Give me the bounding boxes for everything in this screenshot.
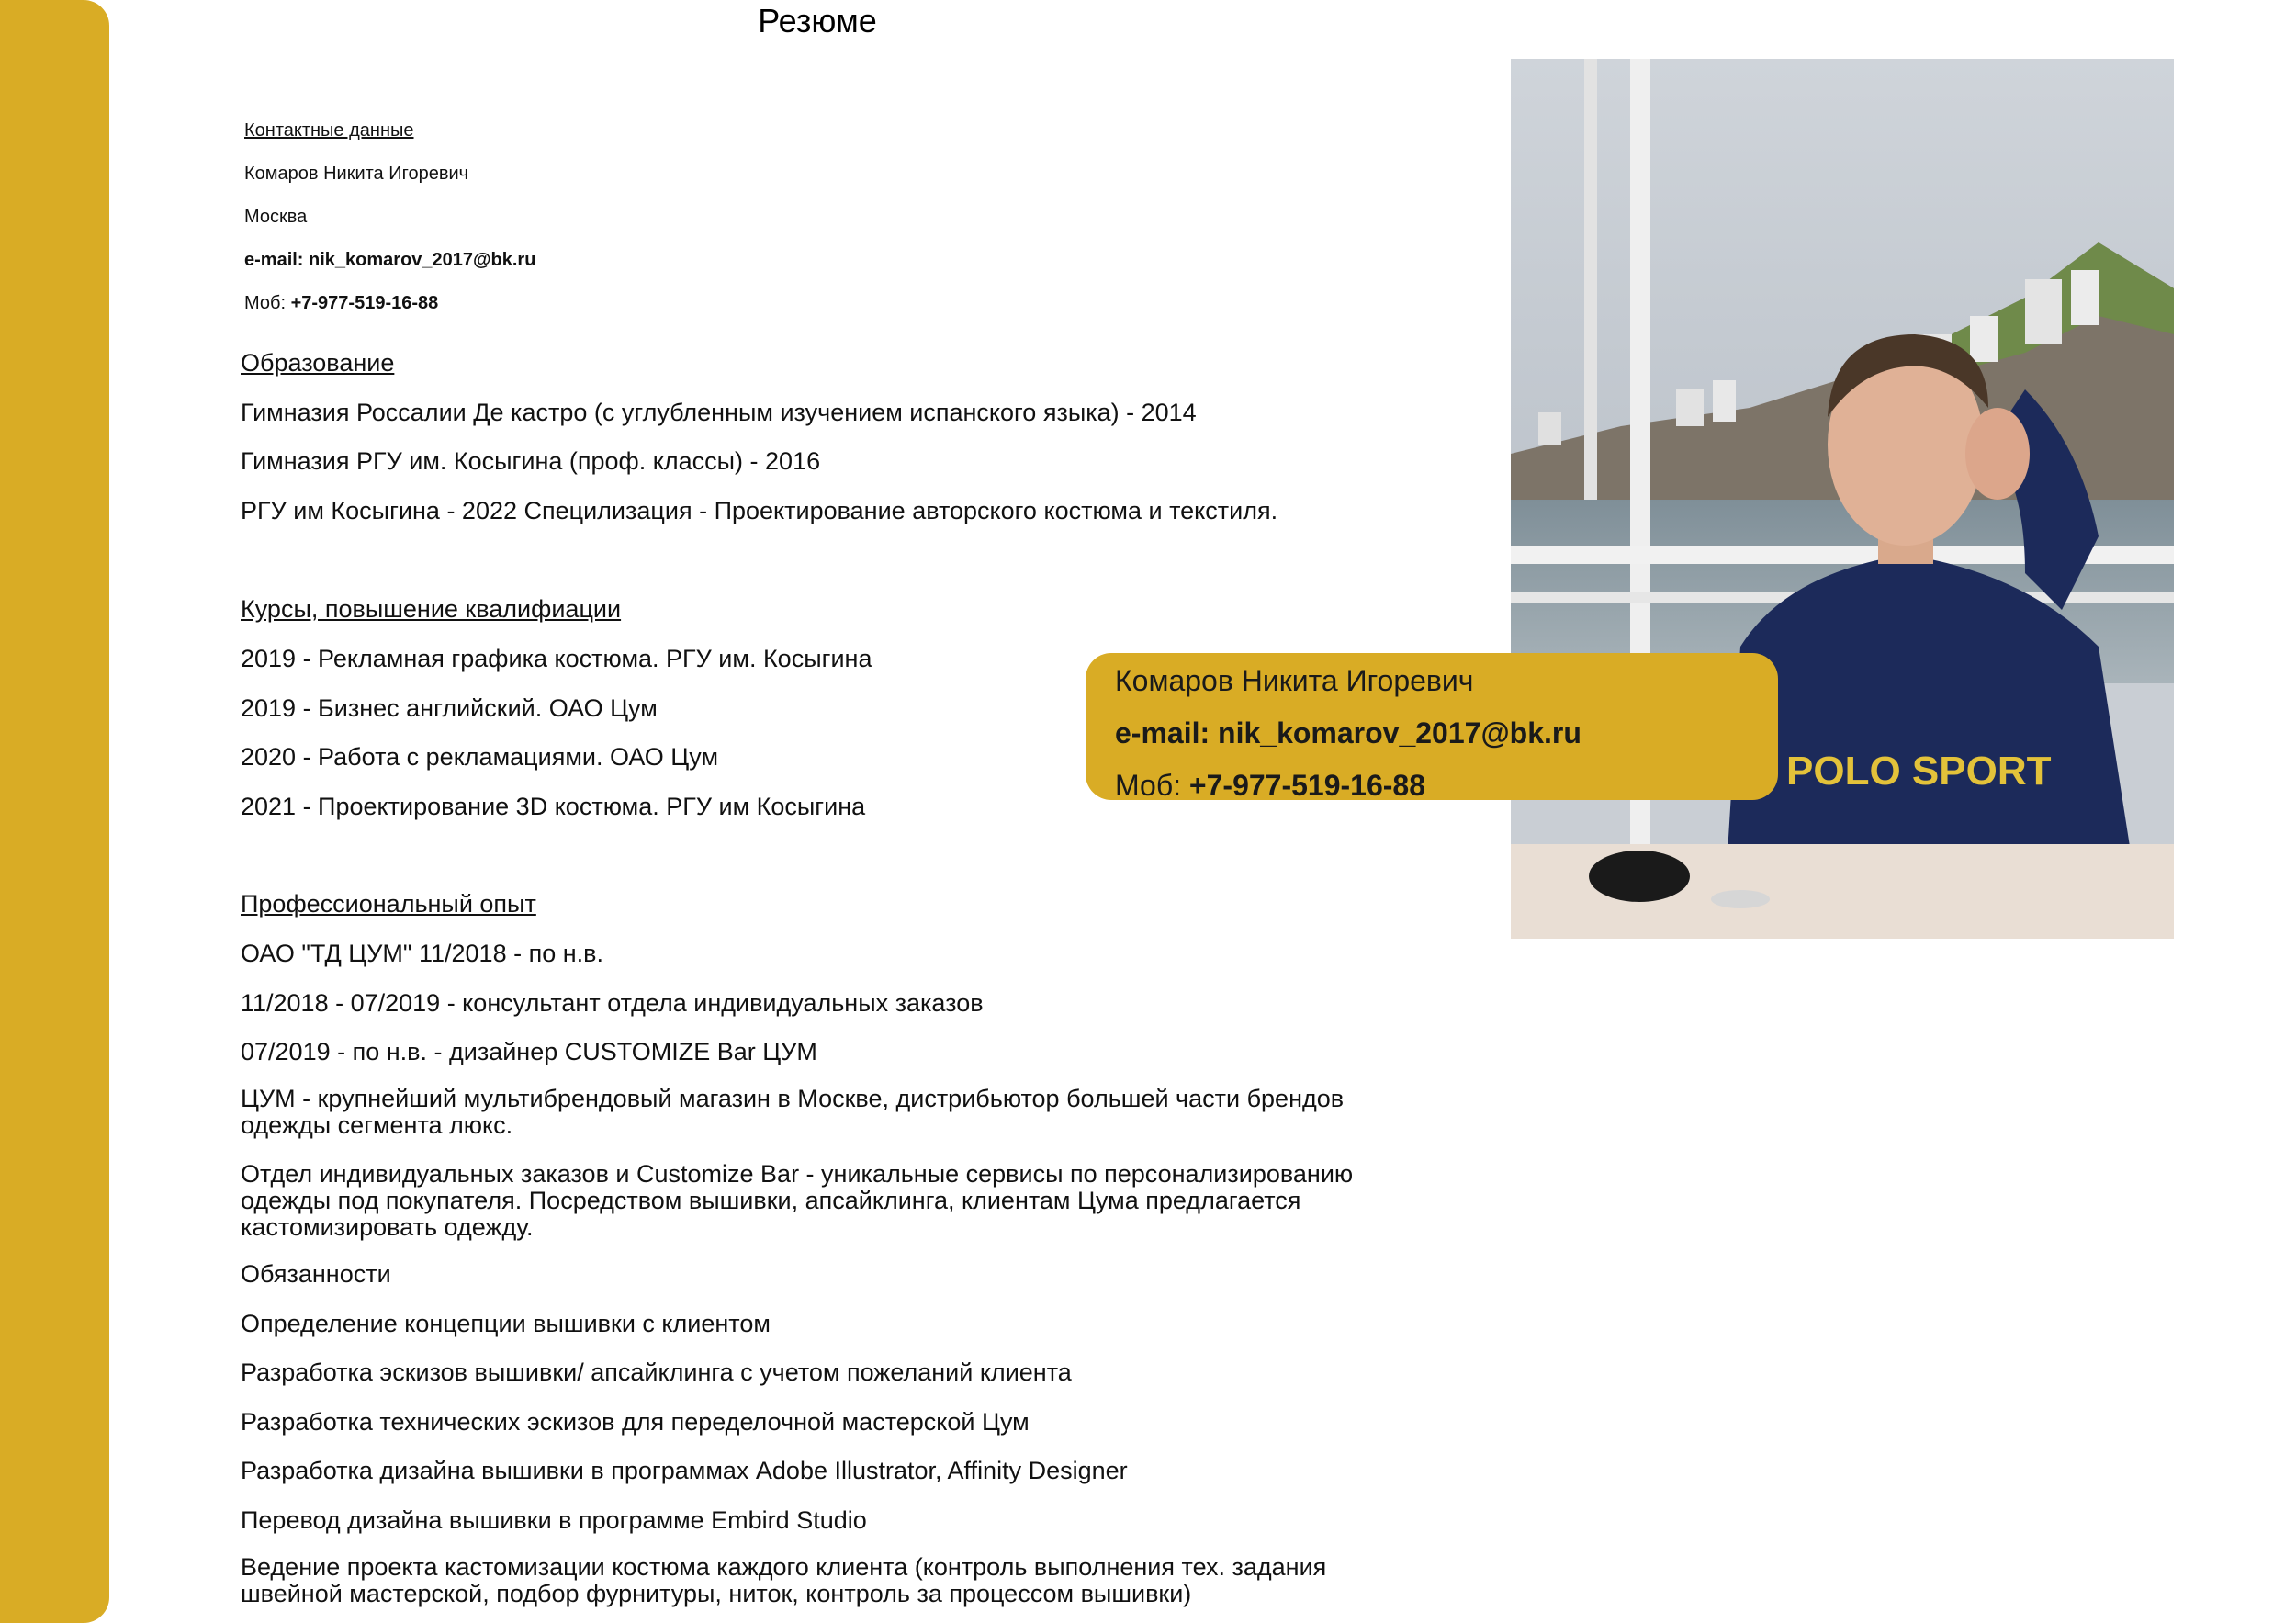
duty-item: Перевод дизайна вышивки в программе Embird Studio (241, 1506, 867, 1534)
duty-item: Разработка эскизов вышивки/ апсайклинга с учетом пожеланий клиента (241, 1358, 1072, 1386)
duty-item-line: Ведение проекта кастомизации костюма каждого клиента (контроль выполнения тех. задания (241, 1553, 1327, 1581)
contact-phone-label: Моб: (244, 293, 287, 313)
duty-item: Разработка технических эскизов для переделочной мастерской Цум (241, 1408, 1030, 1436)
department-description-line: кастомизировать одежду. (241, 1213, 534, 1241)
contact-city: Москва (244, 207, 308, 227)
page-title: Резюме (758, 2, 877, 39)
experience-company: ОАО "ТД ЦУМ" 11/2018 - по н.в. (241, 940, 603, 967)
course-item: 2021 - Проектирование 3D костюма. РГУ им Косыгина (241, 793, 866, 820)
course-item: 2020 - Работа с рекламациями. ОАО Цум (241, 743, 719, 771)
building (1538, 412, 1561, 445)
card-phone-number: +7-977-519-16-88 (1188, 769, 1425, 802)
contacts-block (244, 118, 535, 333)
department-description (241, 1161, 1435, 1241)
contacts-heading: Контактные данные (244, 120, 414, 141)
contact-email: e-mail: nik_komarov_2017@bk.ru (244, 250, 536, 270)
experience-role: 11/2018 - 07/2019 - консультант отдела индивидуальных заказов (241, 989, 984, 1017)
education-item: Гимназия Россалии Де кастро (с углубленным изучением испанского языка) - 2014 (241, 399, 1197, 426)
duty-item-multiline (241, 1554, 1435, 1607)
courses-heading: Курсы, повышение квалифиации (241, 595, 622, 623)
shirt-logo-text: POLO SPORT (1786, 749, 2052, 794)
department-description-line: одежды под покупателя. Посредством вышивки, апсайклинга, клиентам Цума предлагается (241, 1187, 1301, 1214)
building (1970, 316, 1998, 362)
wine-glass (1711, 890, 1770, 908)
duty-item-line: швейной мастерской, подбор фурнитуры, ниток, контроль за процессом вышивки) (241, 1580, 1192, 1607)
company-description-line: одежды сегмента люкс. (241, 1111, 513, 1139)
person-hand (1965, 408, 2030, 500)
course-item: 2019 - Бизнес английский. ОАО Цум (241, 694, 658, 722)
education-heading: Образование (241, 349, 395, 377)
contact-phone (244, 290, 535, 333)
company-description-line: ЦУМ - крупнейший мультибрендовый магазин в Москве, дистрибьютор большей части брендов (241, 1085, 1345, 1112)
building (2071, 270, 2099, 325)
contact-phone-number: +7-977-519-16-88 (290, 293, 439, 313)
card-name: Комаров Никита Игоревич (1115, 664, 1474, 697)
building (1676, 389, 1704, 426)
duty-item: Разработка дизайна вышивки в программах Adobe Illustrator, Affinity Designer (241, 1457, 1128, 1484)
company-description (241, 1086, 1435, 1139)
card-phone (1115, 767, 1778, 819)
education-item: РГУ им Косыгина - 2022 Специлизация - Проектирование авторского костюма и текстиля. (241, 497, 1278, 524)
pergola-post (1584, 59, 1597, 500)
education-item: Гимназия РГУ им. Косыгина (проф. классы) - 2016 (241, 447, 821, 475)
department-description-line: Отдел индивидуальных заказов и Customize Bar - уникальные сервисы по персонализированию (241, 1160, 1354, 1188)
building (2025, 279, 2062, 344)
contact-name: Комаров Никита Игоревич (244, 163, 469, 184)
sunglasses (1589, 851, 1690, 902)
sidebar-accent-bar (0, 0, 109, 1623)
course-item: 2019 - Рекламная графика костюма. РГУ им. Косыгина (241, 645, 872, 672)
duties-heading: Обязанности (241, 1260, 391, 1288)
building (1713, 380, 1736, 422)
duty-item: Определение концепции вышивки с клиентом (241, 1310, 771, 1337)
card-email: e-mail: nik_komarov_2017@bk.ru (1115, 716, 1581, 750)
experience-role: 07/2019 - по н.в. - дизайнер CUSTOMIZE Bar ЦУМ (241, 1038, 817, 1065)
contact-card (1086, 653, 1778, 800)
card-phone-label: Моб: (1115, 769, 1182, 802)
experience-heading: Профессиональный опыт (241, 890, 536, 918)
